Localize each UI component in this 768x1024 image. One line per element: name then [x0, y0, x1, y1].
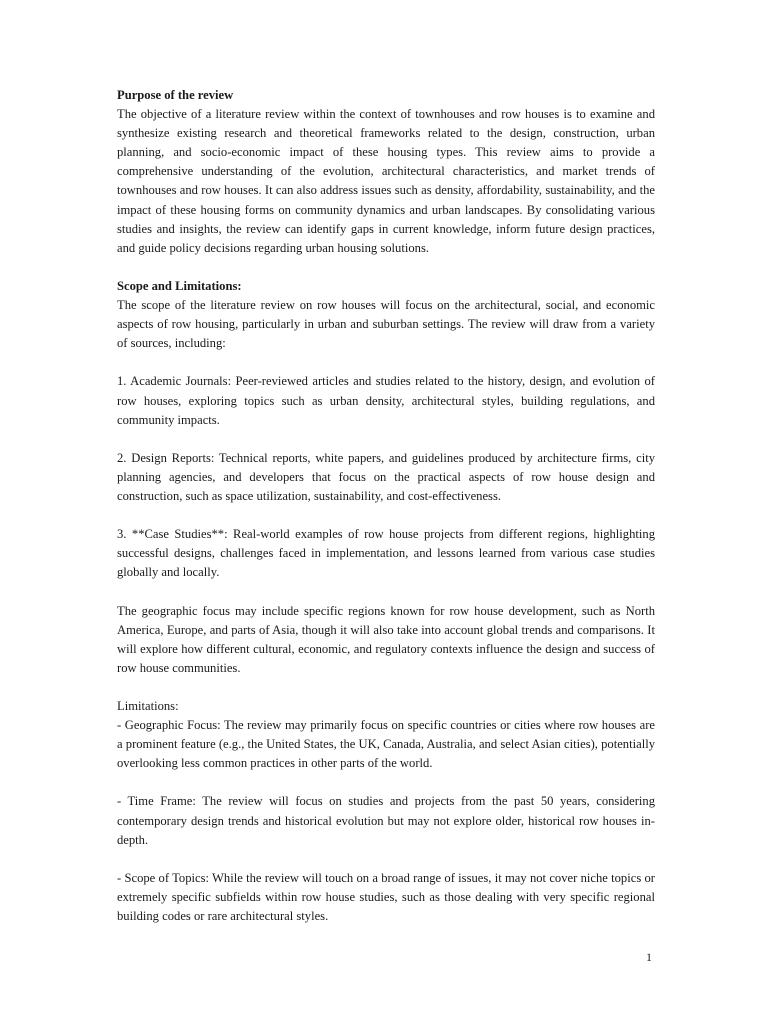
scope-heading: Scope and Limitations:	[117, 278, 242, 293]
spacer	[117, 850, 655, 869]
page-number: 1	[646, 950, 652, 964]
spacer	[117, 773, 655, 792]
spacer	[117, 582, 655, 601]
limitation-item-geographic: - Geographic Focus: The review may primarily focus on specific countries or cities where row houses are a prominent feature (e.g., the United States, the UK, Canada, Australia, and select Asian cities), potentially overlooking less common practices in other parts of the world.	[117, 718, 655, 771]
limitation-item-scope-of-topics: - Scope of Topics: While the review will touch on a broad range of issues, it may not cover niche topics or extremely specific subfields within row house studies, such as those dealing with very specific regional building codes or rare architectural styles.	[117, 870, 655, 924]
purpose-paragraph: The objective of a literature review within the context of townhouses and row houses is to examine and synthesize existing research and theoretical frameworks related to the design, construction, urban planning, and socio-economic impact of these housing types. This review aims to provide a comprehensive understanding of the evolution, architectural characteristics, and market trends of townhouses and row houses. It can also address issues such as density, affordability, sustainability, and the impact of these housing forms on community dynamics and urban landscapes. By consolidating various studies and insights, the review can identify gaps in current knowledge, inform future design practices, and guide policy decisions regarding urban housing solutions.	[117, 107, 655, 255]
source-item-academic-journals: 1. Academic Journals: Peer-reviewed articles and studies related to the history, design, and evolution of row houses, exploring topics such as urban density, architectural styles, building regulations, and community impacts.	[117, 374, 655, 427]
spacer	[117, 506, 655, 525]
geographic-focus-paragraph: The geographic focus may include specific regions known for row house development, such as North America, Europe, and parts of Asia, though it will also take into account global trends and comparisons. It will explore how different cultural, economic, and regulatory contexts influence the design and success of row house communities.	[117, 603, 655, 675]
spacer	[117, 430, 655, 449]
document-page	[117, 86, 655, 926]
spacer	[117, 678, 655, 697]
purpose-heading: Purpose of the review	[117, 88, 234, 102]
source-item-case-studies: 3. **Case Studies**: Real-world examples of row house projects from different regions, highlighting successful designs, challenges faced in implementation, and lessons learned from various case studies globally and locally.	[117, 527, 655, 580]
scope-intro-paragraph: The scope of the literature review on row houses will focus on the architectural, social, and economic aspects of row housing, particularly in urban and suburban settings. The review will draw from a variety of sources, including:	[117, 298, 655, 351]
limitation-item-time-frame: - Time Frame: The review will focus on studies and projects from the past 50 years, considering contemporary design trends and historical evolution but may not explore older, historical row houses in-depth.	[117, 794, 655, 847]
source-item-design-reports: 2. Design Reports: Technical reports, white papers, and guidelines produced by architecture firms, city planning agencies, and developers that focus on the practical aspects of row house design and construction, such as space utilization, sustainability, and cost-effectiveness.	[117, 450, 655, 503]
limitations-label: Limitations:	[117, 699, 179, 713]
spacer	[117, 353, 655, 372]
spacer	[117, 258, 655, 277]
